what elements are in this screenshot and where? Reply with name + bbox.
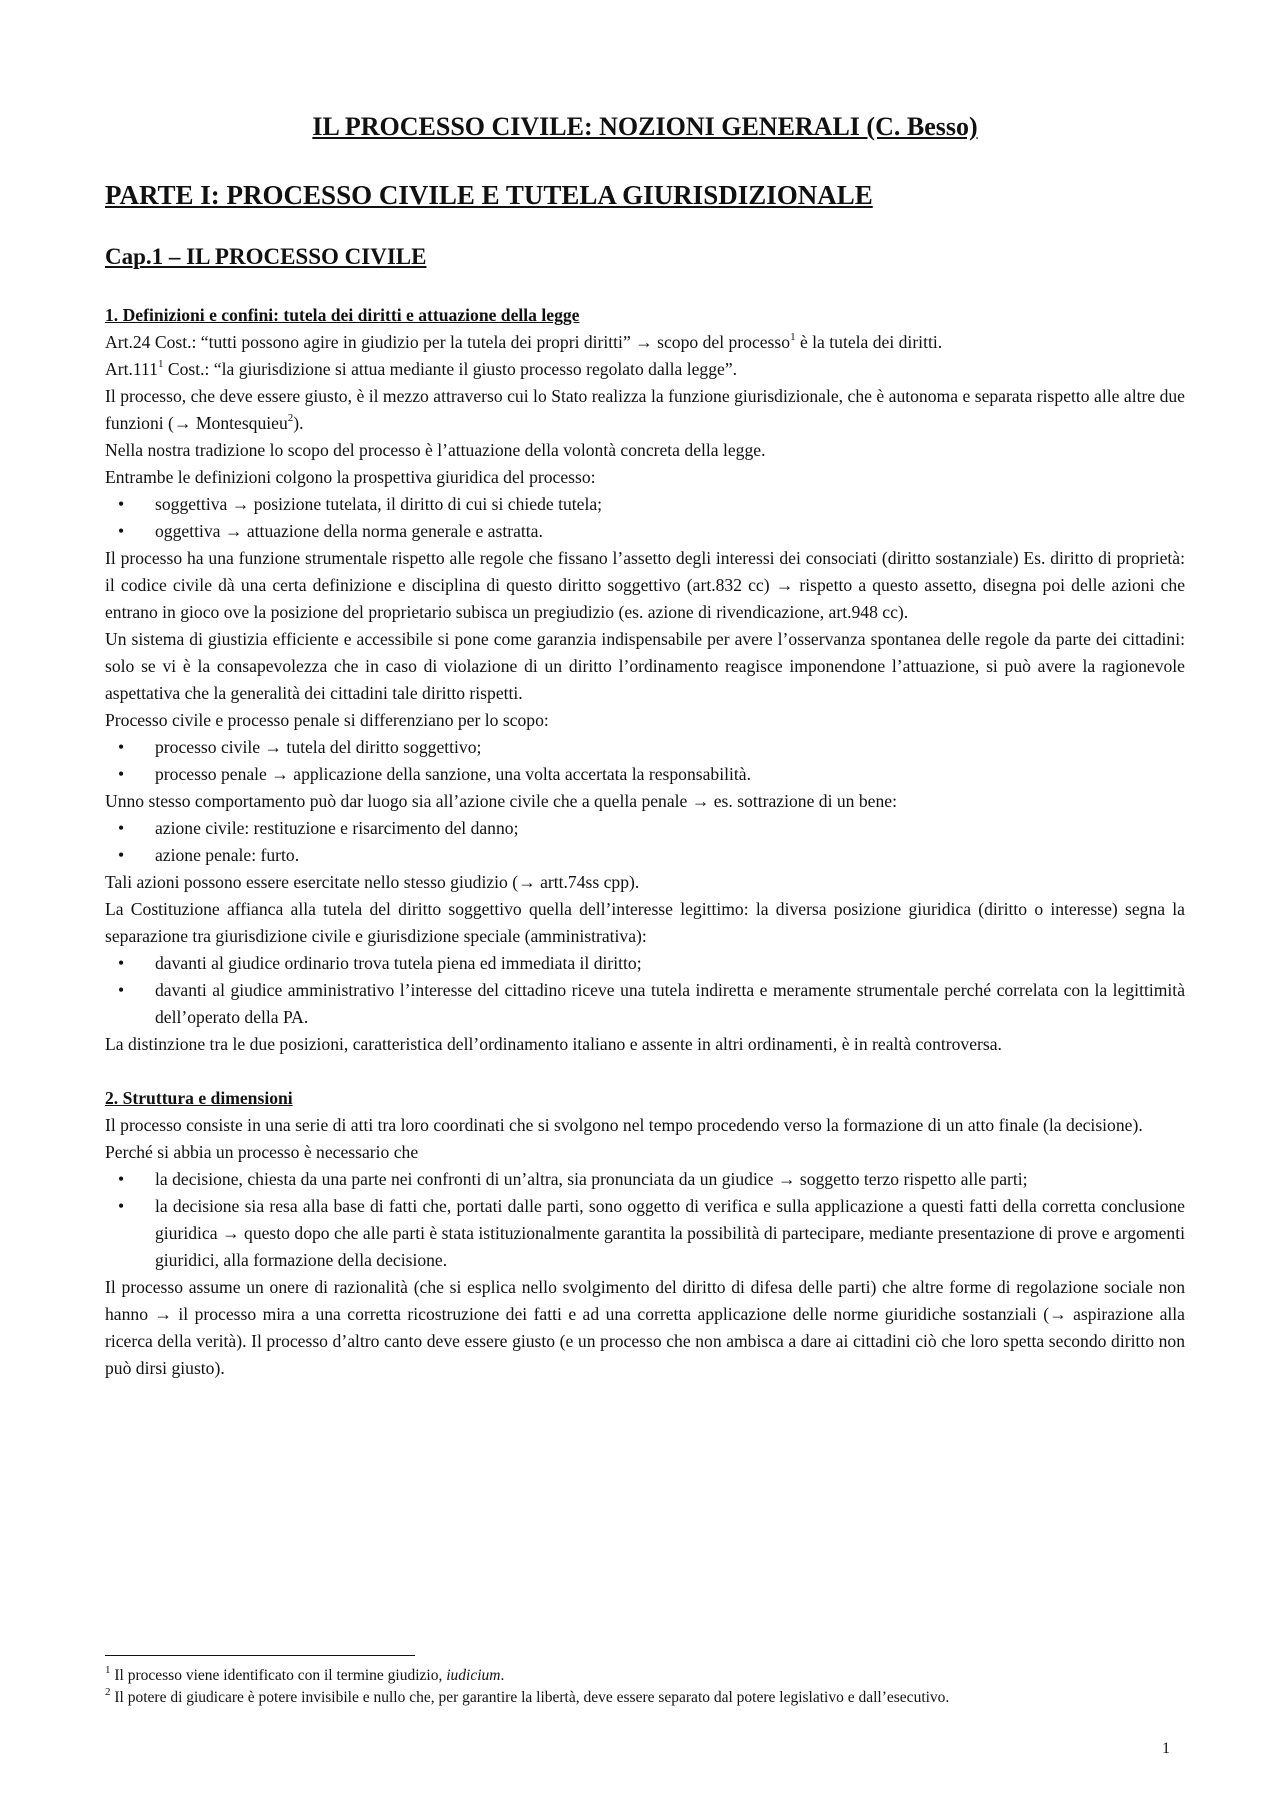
list-item: • azione penale: furto.	[105, 842, 1185, 869]
bullet-list	[105, 1166, 1185, 1274]
list-item: • la decisione sia resa alla base di fatti che, portati dalle parti, sono oggetto di verifica e sulla applicazione a questi fatti della corretta conclusione giuridica → questo dopo che alle parti è stata istituzionalmente garantita la possibilità di partecipare, mediante presentazione di prove e argomenti giuridici, alla formazione della decisione.	[105, 1193, 1185, 1274]
list-item: • davanti al giudice ordinario trova tutela piena ed immediata il diritto;	[105, 950, 1185, 977]
footnote-ref[interactable]: 1	[790, 331, 796, 344]
paragraph: La distinzione tra le due posizioni, caratteristica dell’ordinamento italiano e assente in altri ordinamenti, è in realtà controversa.	[105, 1034, 1002, 1054]
text: è la tutela dei diritti.	[795, 332, 943, 352]
chapter-title: Cap.1 – IL PROCESSO CIVILE	[105, 244, 427, 269]
text: ).	[293, 413, 304, 433]
list-item: • davanti al giudice amministrativo l’interesse del cittadino riceve una tutela indiretta e meramente strumentale perché correlata con la legittimità dell’operato della PA.	[105, 977, 1185, 1031]
text: Art.111	[105, 359, 158, 379]
paragraph: Nella nostra tradizione lo scopo del processo è l’attuazione della volontà concreta della legge.	[105, 440, 766, 460]
footnote-text: Il potere di giudicare è potere invisibile e nullo che, per garantire la libertà, deve essere separato dal potere legislativo e dall’esecutivo.	[110, 1689, 950, 1706]
part-title: PARTE I: PROCESSO CIVILE E TUTELA GIURISDIZIONALE	[105, 180, 873, 210]
document-title: IL PROCESSO CIVILE: NOZIONI GENERALI (C. Besso)	[312, 112, 978, 141]
paragraph: La Costituzione affianca alla tutela del diritto soggettivo quella dell’interesse legittimo: la diversa posizione giuridica (diritto o interesse) segna la separazione tra giurisdizione civile e giurisdizione speciale (amministrativa):	[105, 899, 1185, 946]
section-1-heading: 1. Definizioni e confini: tutela dei diritti e attuazione della legge	[105, 305, 580, 325]
list-item: • processo civile → tutela del diritto soggettivo;	[105, 734, 1185, 761]
text: Il processo, che deve essere giusto, è il mezzo attraverso cui lo Stato realizza la funzione giurisdizionale, che è autonoma e separata rispetto alle altre due funzioni (→ Montesquieu	[105, 386, 1185, 433]
paragraph: Processo civile e processo penale si differenziano per lo scopo:	[105, 710, 549, 730]
paragraph	[105, 329, 1185, 356]
paragraph	[105, 356, 1185, 383]
list-item: • la decisione, chiesta da una parte nei confronti di un’altra, sia pronunciata da un giudice → soggetto terzo rispetto alle parti;	[105, 1166, 1185, 1193]
footnote-number: 1	[105, 1663, 111, 1676]
bullet-list	[105, 491, 1185, 545]
paragraph: Tali azioni possono essere esercitate nello stesso giudizio (→ artt.74ss cpp).	[105, 872, 640, 892]
footnote-2	[105, 1687, 1185, 1709]
paragraph: Il processo assume un onere di razionalità (che si esplica nello svolgimento del diritto di difesa delle parti) che altre forme di regolazione sociale non hanno → il processo mira a una corretta ricostruzione dei fatti e ad una corretta applicazione delle norme giuridiche sostanziali (→ aspirazione alla ricerca della verità). Il processo d’altro canto deve essere giusto (e un processo che non ambisca a dare ai cittadini ciò che loro spetta secondo diritto non può dirsi giusto).	[105, 1277, 1185, 1378]
section-2-heading: 2. Struttura e dimensioni	[105, 1088, 293, 1108]
text: Cost.: “la giurisdizione si attua mediante il giusto processo regolato dalla legge”.	[163, 359, 738, 379]
footnote-number: 2	[105, 1685, 111, 1698]
bullet-list	[105, 950, 1185, 1031]
footnote-italic: iudicium	[446, 1667, 501, 1684]
paragraph	[105, 383, 1185, 437]
text: Art.24 Cost.: “tutti possono agire in giudizio per la tutela dei propri diritti” → scopo del processo	[105, 332, 791, 352]
paragraph: Il processo consiste in una serie di atti tra loro coordinati che si svolgono nel tempo procedendo verso la formazione di un atto finale (la decisione).	[105, 1115, 1143, 1135]
page-number: 1	[1162, 1740, 1170, 1757]
footnote-1	[105, 1665, 1185, 1687]
paragraph: Il processo ha una funzione strumentale rispetto alle regole che fissano l’assetto degli interessi dei consociati (diritto sostanziale) Es. diritto di proprietà: il codice civile dà una certa definizione e disciplina di questo diritto soggettivo (art.832 cc) → rispetto a questo assetto, disegna poi delle azioni che entrano in gioco ove la posizione del proprietario subisca un pregiudizio (es. azione di rivendicazione, art.948 cc).	[105, 548, 1185, 622]
superscript: 1	[157, 358, 164, 371]
footnotes	[105, 1665, 1185, 1709]
paragraph: Unno stesso comportamento può dar luogo sia all’azione civile che a quella penale → es. sottrazione di un bene:	[105, 791, 897, 811]
list-item: • azione civile: restituzione e risarcimento del danno;	[105, 815, 1185, 842]
paragraph: Entrambe le definizioni colgono la prospettiva giuridica del processo:	[105, 467, 596, 487]
list-item: • oggettiva → attuazione della norma generale e astratta.	[105, 518, 1185, 545]
footnote-ref[interactable]: 2	[287, 412, 294, 425]
paragraph: Perché si abbia un processo è necessario che	[105, 1142, 419, 1162]
footnote-text: .	[500, 1667, 505, 1684]
bullet-list	[105, 734, 1185, 788]
section-spacer	[105, 1058, 1185, 1085]
body-text	[105, 302, 1185, 1382]
list-item: • soggettiva → posizione tutelata, il diritto di cui si chiede tutela;	[105, 491, 1185, 518]
paragraph: Un sistema di giustizia efficiente e accessibile si pone come garanzia indispensabile per avere l’osservanza spontanea delle regole da parte dei cittadini: solo se vi è la consapevolezza che in caso di violazione di un diritto l’ordinamento reagisce imponendone l’attuazione, si può avere la ragionevole aspettativa che la generalità dei cittadini tale diritto rispetti.	[105, 629, 1185, 703]
footnote-divider	[105, 1655, 415, 1656]
bullet-list	[105, 815, 1185, 869]
footnote-text: Il processo viene identificato con il termine giudizio,	[110, 1667, 447, 1684]
list-item: • processo penale → applicazione della sanzione, una volta accertata la responsabilità.	[105, 761, 1185, 788]
